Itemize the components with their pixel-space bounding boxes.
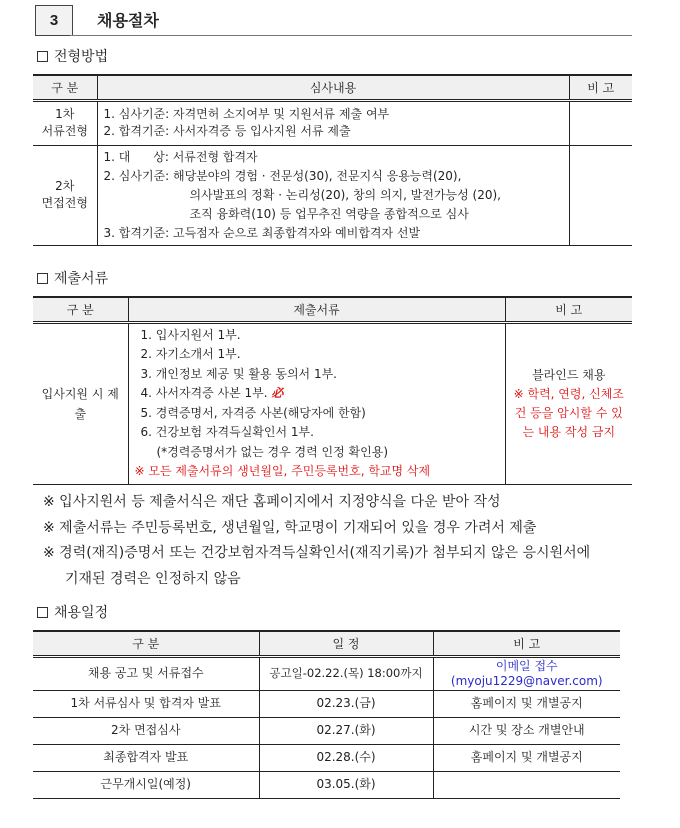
note-cell: [505, 322, 632, 484]
title-divider: [70, 35, 632, 36]
item-cell: 1차 서류심사 및 합격자 발표: [33, 690, 259, 717]
header-cell: 구 분: [33, 297, 128, 322]
note-line: ※ 경력(재직)증명서 또는 건강보험자격득실확인서(재직기록)가 첨부되지 않은 응시원서에: [43, 545, 591, 561]
stage-text: 1차: [55, 107, 75, 121]
document-item: 2. 자기소개서 1부.: [140, 347, 241, 361]
header-cell: 심사내용: [97, 75, 569, 100]
section-number: 3: [35, 5, 73, 36]
content-line: 2. 합격기준: 사서자격증 등 입사지원 서류 제출: [103, 124, 351, 138]
header-cell: 구 분: [33, 631, 259, 656]
document-item: (*경력증명서가 없는 경우 경력 인정 확인용): [156, 444, 389, 459]
note-line: 기재된 경력은 인정하지 않음: [65, 570, 241, 587]
item-cell: 2차 면접심사: [33, 717, 259, 744]
date-cell: 03.05.(화): [259, 771, 433, 798]
checkbox-icon: [37, 51, 48, 62]
content-line: 조직 융화력(10) 등 업무추진 역량을 종합적으로 심사: [189, 206, 469, 221]
content-cell: [97, 145, 569, 245]
table-header: [33, 75, 632, 100]
section-title: 채용절차: [97, 11, 159, 30]
schedule-table: [33, 630, 620, 799]
table-row: [33, 717, 620, 744]
table-row: [33, 322, 632, 484]
date-cell: 02.23.(금): [259, 690, 433, 717]
content-line: 1. 심사기준: 자격면허 소지여부 및 지원서류 제출 여부: [103, 107, 390, 121]
date-cell: 02.28.(수): [259, 744, 433, 771]
stage-cell: [33, 100, 97, 145]
document-item: 3. 개인정보 제공 및 활용 동의서 1부.: [140, 366, 337, 381]
table-row: [33, 656, 620, 690]
note-cell: [569, 145, 632, 245]
table-row: [33, 744, 620, 771]
item-cell: 최종합격자 발표: [33, 744, 259, 771]
table-row: [33, 771, 620, 798]
note-cell: [433, 656, 620, 690]
documents-table: [33, 296, 632, 485]
note-cell: [569, 100, 632, 145]
method-heading: [37, 46, 108, 66]
required-mark: 必: [271, 386, 284, 400]
table-header: [33, 297, 632, 322]
header-cell: 제출서류: [128, 297, 505, 322]
stage-text: 면접전형: [41, 196, 88, 210]
documents-heading: [37, 268, 108, 288]
note-line: ※ 입사지원서 등 제출서식은 재단 홈페이지에서 지정양식을 다운 받아 작성: [43, 494, 501, 510]
header-cell: 비 고: [433, 631, 620, 656]
table-header: [33, 631, 620, 656]
table-row: [33, 690, 620, 717]
table-row: [33, 100, 632, 145]
content-cell: [97, 100, 569, 145]
email-address[interactable]: (myoju1229@naver.com): [450, 673, 603, 688]
checkbox-icon: [37, 607, 48, 618]
header-cell: 일 정: [259, 631, 433, 656]
notes: [43, 490, 590, 592]
item-cell: 근무개시일(예정): [33, 771, 259, 798]
table-row: [33, 145, 632, 245]
date-cell: 공고일-02.22.(목) 18:00까지: [259, 656, 433, 690]
header-cell: 비 고: [569, 75, 632, 100]
note-cell: 시간 및 장소 개별안내: [433, 717, 620, 744]
document-item: [135, 384, 499, 404]
checkbox-icon: [37, 273, 48, 284]
content-line: 2. 심사기준: 해당분야의 경험 · 전문성(30), 전문지식 응용능력(20),: [103, 168, 462, 183]
stage-text: 2차: [55, 179, 75, 193]
stage-cell: [33, 145, 97, 245]
document-item: 5. 경력증명서, 자격증 사본(해당자에 한함): [140, 405, 366, 420]
note-line: ※ 제출서류는 주민등록번호, 생년월일, 학교명이 기재되어 있을 경우 가려서 제출: [43, 519, 537, 536]
stage-text: 서류전형: [41, 124, 88, 138]
content-line: 3. 합격기준: 고득점자 순으로 최종합격자와 예비합격자 선발: [103, 225, 421, 240]
note-cell: [433, 771, 620, 798]
header-cell: 비 고: [505, 297, 632, 322]
blind-hiring-warning: ※ 학력, 연령, 신체조건 등을 암시할 수 있는 내용 작성 금지: [513, 386, 624, 439]
note-cell: 홈페이지 및 개별공지: [433, 744, 620, 771]
document-item: 6. 건강보험 자격득실확인서 1부.: [140, 425, 314, 439]
blind-hiring-label: 블라인드 채용: [532, 367, 606, 382]
delete-warning: ※ 모든 제출서류의 생년월일, 주민등록번호, 학교명 삭제: [134, 464, 431, 478]
document-item-text: 4. 사서자격증 사본 1부.: [140, 386, 268, 400]
content-line: 1. 대 상: 서류전형 합격자: [103, 149, 258, 164]
header-cell: 구 분: [33, 75, 97, 100]
schedule-heading: [37, 602, 108, 622]
email-label: 이메일 접수: [495, 658, 558, 673]
stage-cell: 입사지원 시 제출: [33, 322, 128, 484]
documents-heading-text: 제출서류: [54, 271, 109, 287]
note-cell: 홈페이지 및 개별공지: [433, 690, 620, 717]
content-line: 의사발표의 정확 · 논리성(20), 창의 의지, 발전가능성 (20),: [189, 187, 501, 202]
method-table: [33, 74, 632, 246]
item-cell: 채용 공고 및 서류접수: [33, 656, 259, 690]
document-item: 1. 입사지원서 1부.: [140, 327, 241, 342]
schedule-heading-text: 채용일정: [54, 605, 109, 621]
documents-list: [128, 322, 505, 484]
date-cell: 02.27.(화): [259, 717, 433, 744]
method-heading-text: 전형방법: [54, 49, 109, 65]
